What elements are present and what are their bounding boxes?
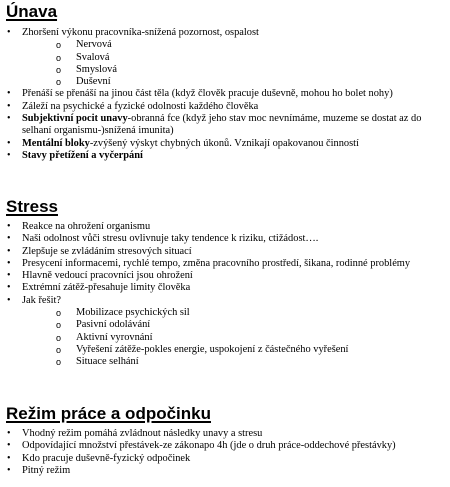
list-item-text: Naši odolnost vůči stresu ovlivnuje taky tendence k riziku, ctižádost….: [22, 233, 319, 245]
list-item-text: Zhoršení výkonu pracovníka-snížená pozornost, ospalost: [22, 27, 259, 38]
bullet-list: [6, 221, 446, 369]
sub-list-item-text: Svalová: [76, 51, 110, 63]
circle-bullet-icon: o: [56, 308, 62, 319]
list-item-text: Zlepšuje se zvládáním stresových situací: [22, 245, 192, 257]
sub-list-item: [56, 319, 446, 331]
bullet-icon: •: [7, 113, 11, 125]
list-item: [6, 88, 446, 100]
list-item-text: Přenáší se přenáší na jinou část těla (když člověk pracuje duševně, mohou ho bolet nohy): [22, 88, 393, 100]
bullet-icon: •: [7, 137, 11, 149]
bullet-icon: •: [7, 149, 11, 161]
bullet-icon: •: [7, 270, 11, 282]
bullet-icon: •: [7, 100, 11, 112]
sub-list-item: [56, 52, 446, 64]
list-item-text: Vhodný režim pomáhá zvládnout následky unavy a stresu: [22, 428, 263, 439]
circle-bullet-icon: o: [56, 77, 62, 88]
sub-list-item-text: Nervová: [76, 39, 112, 51]
bullet-icon: •: [7, 221, 11, 232]
bullet-icon: •: [7, 464, 11, 476]
sub-list-item: [56, 344, 446, 356]
list-item-text: Jak řešit?: [22, 294, 61, 306]
sub-list-item-text: Situace selhání: [76, 356, 139, 368]
sub-list: [22, 307, 446, 368]
circle-bullet-icon: o: [56, 332, 62, 343]
bullet-icon: •: [7, 452, 11, 464]
sub-list-item: [56, 39, 446, 51]
bullet-icon: •: [7, 257, 11, 269]
list-item-text: Pitný režim: [22, 464, 71, 476]
sub-list-item: [56, 332, 446, 344]
list-item: [6, 440, 446, 452]
sub-list-item: [56, 64, 446, 76]
list-item-text: Odpovídající množství přestávek-ze zákonapo 4h (jde o druh práce-oddechové přestávky): [22, 440, 396, 452]
sub-list-item-text: Aktivní vyrovnání: [76, 331, 153, 343]
circle-bullet-icon: o: [56, 64, 62, 75]
list-item-text: -obranná fce (když jeho stav moc nevnímáme, muzeme se dostat az do selhaní organismu-)snížená imunita): [22, 113, 422, 137]
sub-list-item-text: Mobilizace psychických sil: [76, 307, 190, 319]
bullet-list: [6, 27, 446, 162]
sub-list: [22, 39, 446, 88]
bullet-icon: •: [7, 245, 11, 257]
list-item: [6, 101, 446, 113]
section-rezim: [6, 404, 446, 477]
list-item: [6, 453, 446, 465]
list-item-bold-text: Subjektivní pocit unavy: [22, 113, 128, 125]
bullet-icon: •: [7, 88, 11, 100]
list-item: [6, 465, 446, 477]
list-item-text: Kdo pracuje duševně-fyzický odpočinek: [22, 452, 191, 464]
list-item: [6, 258, 446, 270]
list-item-text: Extrémní zátěž-přesahuje limity člověka: [22, 282, 191, 294]
list-item: [6, 295, 446, 369]
sub-list-item: [56, 356, 446, 368]
sub-list-item: [56, 76, 446, 88]
bullet-icon: •: [7, 440, 11, 452]
list-item-text: Reakce na ohrožení organismu: [22, 221, 151, 232]
circle-bullet-icon: o: [56, 52, 62, 63]
bullet-list: [6, 428, 446, 477]
list-item: [6, 233, 446, 245]
list-item: [6, 270, 446, 282]
list-item: [6, 138, 446, 150]
section-heading: Únava: [6, 2, 58, 21]
sub-list-item: [56, 307, 446, 319]
list-item-text: Záleží na psychické a fyzické odolnosti každého člověka: [22, 100, 259, 112]
section-heading: Režim práce a odpočinku: [6, 404, 211, 423]
list-item-text: -zvýšený výskyt chybných úkonů. Vznikají opakovanou činností: [89, 137, 359, 149]
sub-list-item-text: Vyřešení zátěže-pokles energie, uspokojení z částečného vyřešení: [76, 343, 349, 355]
circle-bullet-icon: o: [56, 344, 62, 355]
bullet-icon: •: [7, 282, 11, 294]
list-item-text: Hlavně vedoucí pracovníci jsou ohrožení: [22, 270, 193, 282]
list-item: [6, 150, 446, 162]
list-item: [6, 246, 446, 258]
circle-bullet-icon: o: [56, 40, 62, 51]
sub-list-item-text: Smyslová: [76, 63, 117, 75]
bullet-icon: •: [7, 294, 11, 306]
list-item-bold-text: Stavy přetížení a vyčerpání: [22, 149, 143, 161]
section-unava: [6, 2, 446, 162]
sub-list-item-text: Pasivní odolávání: [76, 319, 151, 331]
circle-bullet-icon: o: [56, 320, 62, 331]
bullet-icon: •: [7, 428, 11, 439]
list-item: [6, 113, 446, 138]
list-item: [6, 282, 446, 294]
sub-list-item-text: Duševní: [76, 76, 111, 88]
section-stress: [6, 197, 446, 369]
section-heading: Stress: [6, 197, 58, 216]
list-item: [6, 27, 446, 88]
circle-bullet-icon: o: [56, 357, 62, 368]
list-item-bold-text: Mentální bloky: [22, 137, 90, 149]
bullet-icon: •: [7, 233, 11, 245]
bullet-icon: •: [7, 27, 11, 38]
list-item: [6, 428, 446, 440]
list-item: [6, 221, 446, 233]
list-item-text: Presycení informacemi, rychlé tempo, změna pracovního prostředí, šikana, rodinné problémy: [22, 257, 411, 269]
